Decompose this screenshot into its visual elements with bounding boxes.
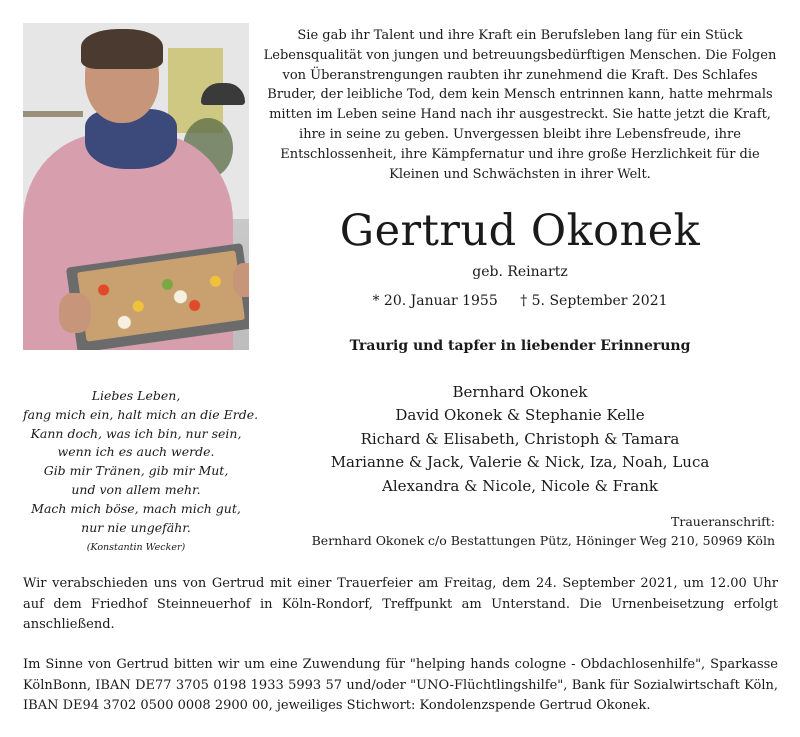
poem-line: Gib mir Tränen, gib mir Mut, xyxy=(43,463,229,479)
portrait-photo xyxy=(23,23,249,350)
donation-text: Im Sinne von Gertrud bitten wir um eine Zuwendung für "helping hands cologne - Obdachlosenhilfe", Sparkasse KölnBonn, IBAN DE77 3705 0198 1933 5993 57 und/oder "UNO-Flüchtlingshilfe", Bank für Sozialwirtschaft Köln, IBAN DE94 3702 0500 0008 2900 00, jeweiliges Stichwort: Kondolenzspende Gertrud Okonek. xyxy=(23,657,778,713)
poem-author: (Konstantin Wecker) xyxy=(86,542,186,554)
photo-hand-right xyxy=(233,263,249,297)
mourner-line: Alexandra & Nicole, Nicole & Frank xyxy=(382,476,658,495)
photo-person-hair xyxy=(81,29,163,69)
deceased-name: Gertrud Okonek xyxy=(339,206,701,256)
poem-line: wenn ich es auch werde. xyxy=(57,444,215,460)
address-label: Traueranschrift: xyxy=(671,514,775,529)
mourner-line: Bernhard Okonek xyxy=(452,383,588,401)
mourner-line: Marianne & Jack, Valerie & Nick, Iza, Noah, Luca xyxy=(330,453,710,472)
life-dates xyxy=(262,293,778,309)
mourning-subtitle: Traurig und tapfer in liebender Erinnerung xyxy=(349,338,691,354)
poem xyxy=(23,387,259,558)
poem-line: Liebes Leben, xyxy=(91,388,181,403)
poem-line: fang mich ein, halt mich an die Erde. xyxy=(23,406,259,422)
mourner-line: David Okonek & Stephanie Kelle xyxy=(395,406,645,425)
maiden-name: geb. Reinartz xyxy=(472,264,568,280)
poem-line: Mach mich böse, mach mich gut, xyxy=(31,500,241,516)
intro-text: Sie gab ihr Talent und ihre Kraft ein Berufsleben lang für ein Stück Lebensqualität von jungen und betreuungsbedürftigen Menschen. Die Folgen von Überanstrengungen raubten ihr zunehmend die Kraft. Des Schlafes Bruder, der leibliche Tod, dem kein Mensch entrinnen kann, hatte mehrmals mitten im Leben seine Hand nach ihr ausgestreckt. Sie hatte jetzt die Kraft, ihre in seine zu geben. Unvergessen bleibt ihre Lebensfreude, ihre Entschlossenheit, ihre Kämpfernatur und ihre große Herzlichkeit für die Kleinen und Schwächsten in ihrer Welt. xyxy=(263,28,777,182)
photo-shelf xyxy=(23,111,83,117)
birth-date: * 20. Januar 1955 xyxy=(372,293,498,309)
mourner-line: Richard & Elisabeth, Christoph & Tamara xyxy=(360,429,680,448)
ceremony-text: Wir verabschieden uns von Gertrud mit einer Trauerfeier am Freitag, dem 24. September 2021, um 12.00 Uhr auf dem Friedhof Steinneuerhof in Köln-Rondorf, Treffpunkt am Unterstand. Die Urnenbeisetzung erfolgt anschließend. xyxy=(23,576,778,632)
mourners-list xyxy=(262,381,778,498)
poem-line: Kann doch, was ich bin, nur sein, xyxy=(30,425,242,441)
poem-line: und von allem mehr. xyxy=(71,481,201,497)
poem-line: nur nie ungefähr. xyxy=(81,519,191,535)
photo-hand-left xyxy=(59,293,91,333)
death-date: † 5. September 2021 xyxy=(520,293,668,309)
mourning-address: Bernhard Okonek c/o Bestattungen Pütz, Höninger Weg 210, 50969 Köln xyxy=(311,533,775,548)
